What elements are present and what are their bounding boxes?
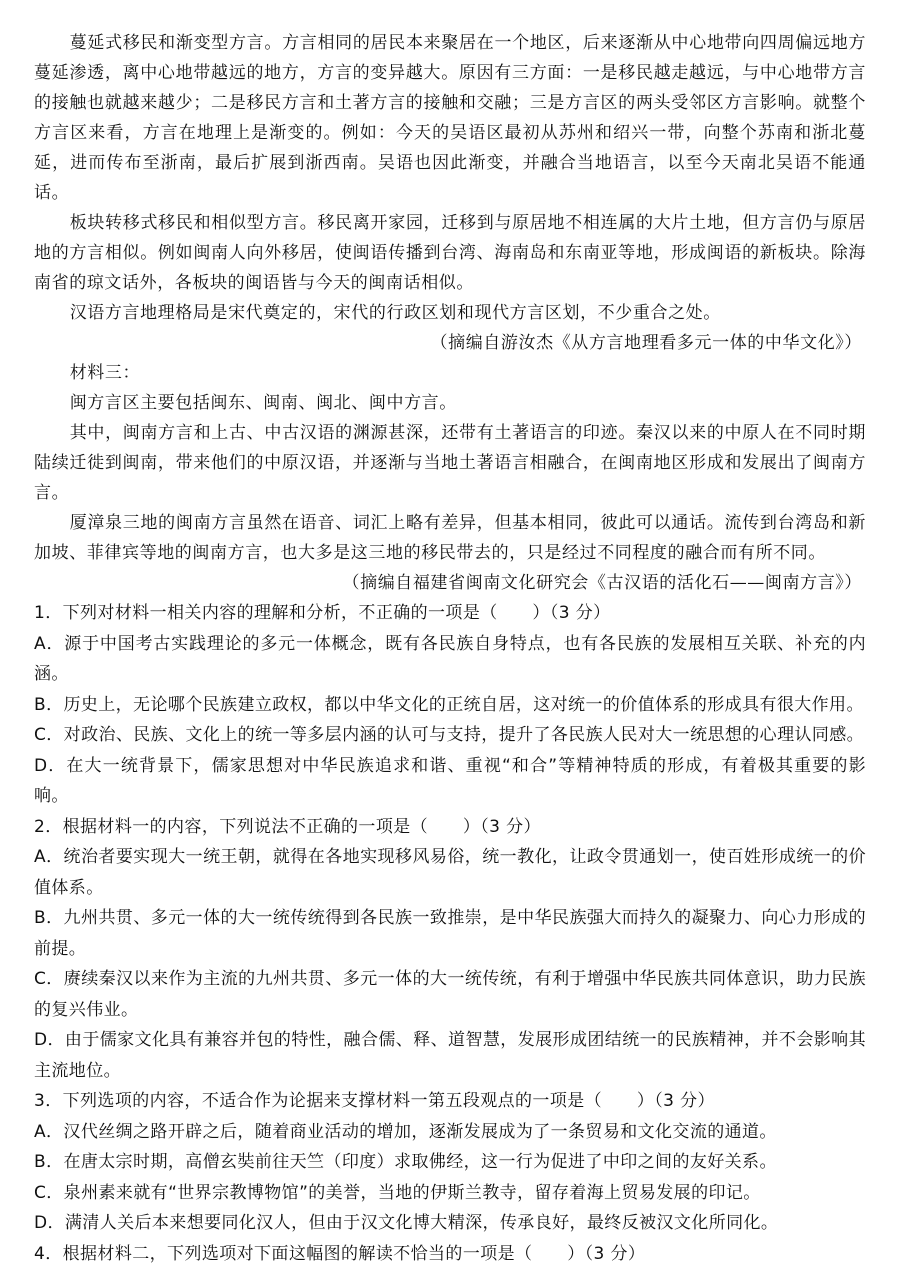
question-2-option-b: B．九州共贯、多元一体的大一统传统得到各民族一致推崇，是中华民族强大而持久的凝聚力、向心力形成的前提。 <box>34 903 866 964</box>
question-2-stem: 2．根据材料一的内容，下列说法不正确的一项是（ ）（3 分） <box>34 812 866 843</box>
material2-paragraph-1: 蔓延式移民和渐变型方言。方言相同的居民本来聚居在一个地区，后来逐渐从中心地带向四周偏远地方蔓延渗透，离中心地带越远的地方，方言的变异越大。原因有三方面：一是移民越走越远，与中心地带方言的接触也就越来越少；二是移民方言和土著方言的接触和交融；三是方言区的两头受邻区方言影响。就整个方言区来看，方言在地理上是渐变的。例如：今天的吴语区最初从苏州和绍兴一带，向整个苏南和浙北蔓延，进而传布至浙南，最后扩展到浙西南。吴语也因此渐变，并融合当地语言，以至今天南北吴语不能通话。 <box>34 28 866 208</box>
material2-source: （摘编自游汝杰《从方言地理看多元一体的中华文化》） <box>34 328 866 358</box>
question-2-option-c: C．赓续秦汉以来作为主流的九州共贯、多元一体的大一统传统，有利于增强中华民族共同体意识，助力民族的复兴伟业。 <box>34 964 866 1025</box>
material2-paragraph-2: 板块转移式移民和相似型方言。移民离开家园，迁移到与原居地不相连属的大片土地，但方言仍与原居地的方言相似。例如闽南人向外移居，使闽语传播到台湾、海南岛和东南亚等地，形成闽语的新板块。除海南省的琼文话外，各板块的闽语皆与今天的闽南话相似。 <box>34 208 866 298</box>
material3-source: （摘编自福建省闽南文化研究会《古汉语的活化石——闽南方言》） <box>34 568 866 598</box>
question-3-option-c: C．泉州素来就有“世界宗教博物馆”的美誉，当地的伊斯兰教寺，留存着海上贸易发展的印记。 <box>34 1178 866 1209</box>
question-3-option-d: D．满清人关后本来想要同化汉人，但由于汉文化博大精深，传承良好，最终反被汉文化所同化。 <box>34 1208 866 1239</box>
question-3-option-a: A．汉代丝绸之路开辟之后，随着商业活动的增加，逐渐发展成为了一条贸易和文化交流的通道。 <box>34 1117 866 1148</box>
question-1-option-c: C．对政治、民族、文化上的统一等多层内涵的认可与支持，提升了各民族人民对大一统思想的心理认同感。 <box>34 720 866 751</box>
question-3-stem: 3．下列选项的内容，不适合作为论据来支撑材料一第五段观点的一项是（ ）（3 分） <box>34 1086 866 1117</box>
material-two-section <box>34 28 866 358</box>
question-2 <box>34 812 866 1087</box>
question-1 <box>34 598 866 812</box>
material3-paragraph-1: 闽方言区主要包括闽东、闽南、闽北、闽中方言。 <box>34 388 866 418</box>
material3-paragraph-3: 厦漳泉三地的闽南方言虽然在语音、词汇上略有差异，但基本相同，彼此可以通话。流传到台湾岛和新加坡、菲律宾等地的闽南方言，也大多是这三地的移民带去的，只是经过不同程度的融合而有所不同。 <box>34 508 866 568</box>
question-2-option-a: A．统治者要实现大一统王朝，就得在各地实现移风易俗，统一教化，让政令贯通划一，使百姓形成统一的价值体系。 <box>34 842 866 903</box>
question-4-stem: 4．根据材料二，下列选项对下面这幅图的解读不恰当的一项是（ ）（3 分） <box>34 1239 866 1269</box>
material-three-section <box>34 358 866 598</box>
question-1-option-b: B．历史上，无论哪个民族建立政权，都以中华文化的正统自居，这对统一的价值体系的形成具有很大作用。 <box>34 690 866 721</box>
question-2-option-d: D．由于儒家文化具有兼容并包的特性，融合儒、释、道智慧，发展形成团结统一的民族精神，并不会影响其主流地位。 <box>34 1025 866 1086</box>
question-1-option-a: A．源于中国考古实践理论的多元一体概念，既有各民族自身特点，也有各民族的发展相互关联、补充的内涵。 <box>34 629 866 690</box>
question-3 <box>34 1086 866 1239</box>
material3-heading: 材料三： <box>34 358 866 388</box>
question-4 <box>34 1239 866 1269</box>
question-1-option-d: D．在大一统背景下，儒家思想对中华民族追求和谐、重视“和合”等精神特质的形成，有着极其重要的影响。 <box>34 751 866 812</box>
question-3-option-b: B．在唐太宗时期，高僧玄奘前往天竺（印度）求取佛经，这一行为促进了中印之间的友好关系。 <box>34 1147 866 1178</box>
material3-paragraph-2: 其中，闽南方言和上古、中古汉语的渊源甚深，还带有土著语言的印迹。秦汉以来的中原人在不同时期陆续迁徙到闽南，带来他们的中原汉语，并逐渐与当地土著语言相融合，在闽南地区形成和发展出了闽南方言。 <box>34 418 866 508</box>
question-1-stem: 1．下列对材料一相关内容的理解和分析，不正确的一项是（ ）（3 分） <box>34 598 866 629</box>
material2-paragraph-3: 汉语方言地理格局是宋代奠定的，宋代的行政区划和现代方言区划，不少重合之处。 <box>34 298 866 328</box>
